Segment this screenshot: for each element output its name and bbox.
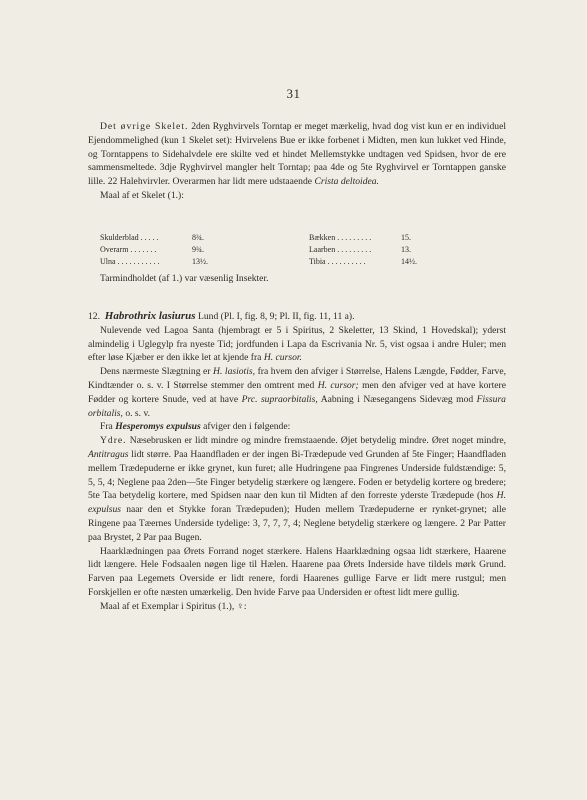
paragraph-text: Næsebrusken er lidt mindre og mindre fremstaaende. Øjet betydelig mindre. Øret noget mindre, — [129, 435, 507, 447]
measure-intro: Maal af et Skelet (1.): — [100, 189, 184, 201]
taxon-name: H. lasiotis, — [213, 366, 256, 378]
paragraph-text: Nulevende ved Lagoa Santa (hjembragt er 5 i Spiritus, 2 Skeletter, 13 Skind, 1 Hovedskal); yderst almindelig i Uglegylp fra nyeste Tid; jordfunden i Lapa da Escrivania Nr. 5, vist ogsaa i andre Huler; men efter løse Kjæber er den ikke let at kjende fra — [88, 324, 506, 364]
anatomy-term: Fissura orbitalis, — [88, 393, 506, 419]
measurement-row — [88, 244, 506, 256]
tarmindhold-text: Tarmindholdet (af 1.) var væsenlig Insekter. — [100, 273, 269, 284]
taxon-name: H. cursor. — [263, 352, 302, 364]
skeleton-paragraph — [88, 120, 506, 189]
paragraph-text: fra hvem den afviger i Størrelse, Halens Længde, Fødder, Farve, Kindtænder o. s. v. I Størrelse stemmer den omtrent med — [88, 366, 506, 391]
measurement-label: Overarm . . . . . . . — [100, 245, 157, 255]
skeleton-text: 2den Ryghvirvels Torntap er meget mærkelig, hvad dog vist kun er en individuel Ejendommelighed (kun 1 Skelet set): Hvirvelens Bue er ikke forbenet i Midten, men kun lukket ved Hinde, og Torntappens to Sidehalvdele ere skilte ved et hindet Mellemstykke undtagen ved Spidsen, hvor de ere sammensmeltede. 3dje Ryghvirvel mangler helt Torntap; paa 4de og 5te Ryghvirvel er Torntappen ganske lille. 22 Halehvirvler. Overarmen har lidt mere udstaaende — [88, 121, 506, 188]
species-section — [88, 310, 506, 614]
measurement-value: 15. — [401, 233, 411, 242]
measurement-value: 9¾. — [192, 245, 204, 255]
measurement-table — [88, 232, 506, 269]
paragraph-text: afviger den i følgende: — [203, 421, 291, 433]
measurement-label: Bækken . . . . . . . . . — [309, 233, 372, 242]
taxon-name: H. cursor; — [317, 379, 359, 391]
species-paragraph — [88, 365, 506, 420]
paragraph-text: Fra — [100, 421, 113, 433]
measurement-label: Skulderblad . . . . . — [100, 233, 159, 242]
measurement-label: Tibia . . . . . . . . . . — [309, 257, 366, 267]
tarmindhold-section — [88, 272, 506, 286]
paragraph-text: Aabning i Næsegangens Sidevæg mod — [320, 393, 474, 405]
measurement-row — [88, 256, 506, 268]
paragraph-text: Dens nærmeste Slægtning er — [100, 366, 211, 378]
paragraph-text: men den afviger ved at have kortere Fødder og kortere Snude, ved at have — [88, 379, 507, 405]
measurement-value: 13. — [401, 245, 411, 255]
paragraph-text: o. s. v. — [125, 407, 151, 419]
species-paragraph — [88, 420, 506, 434]
anatomy-term: Prc. supraorbitalis, — [241, 393, 318, 405]
species-paragraph — [88, 434, 506, 544]
paragraph-text: lidt større. Paa Haandfladen er der ingen Bi-Trædepude ved Grunden af 5te Finger; Haandfladen mellem Trædepuderne er ikke grynet, kun furet; alle Hudringene paa Fingrenes Underside fuldstændige: 5, 5, 5, 4; Neglene paa 2den—5te Finger betydelig stærkere og længere. Foden er betydelig kortere og bredere; 5te Taa betydelig kortere, med Spidsen naar den kun til Midten af den forreste yderste Trædepude (hos — [88, 448, 506, 502]
paragraph-text: naar den et Stykke foran Trædepuden); Huden mellem Trædepuderne er rynket-grynet; alle Ringene paa Tæernes Underside tydelige: 3, 7, 7, 7, 4; Neglene betydelig stærkere og længere. 2 Par Patter paa Brystet, 2 Par paa Bugen. — [88, 504, 506, 543]
measurement-value: 14½. — [401, 257, 417, 267]
page-number: 31 — [286, 86, 301, 101]
taxon-name: H. expulsus — [88, 490, 506, 516]
measurement-label: Ulna . . . . . . . . . . . — [100, 257, 160, 267]
measurement-row — [88, 232, 506, 244]
species-reference: Lund (Pl. I, fig. 8, 9; Pl. II, fig. 11, 11 a). — [198, 311, 355, 322]
measurement-value: 8¾. — [192, 233, 204, 242]
species-paragraph: Haarklædningen paa Ørets Forrand noget stærkere. Halens Haarklædning ogsaa lidt stærkere, Haarene lidt længere. Hele Fodsaalen nøgen lige til Hælen. Haarene paa Ørets Inderside have tildels mørk Grund. Farven paa Legemets Overside er lidt renere, fordi Haarenes gullige Farve er lidt mere rustgul; men Forskjellen er ofte næsten umærkelig. Den hvide Farve paa Undersiden er oftest lidt mere gullig. — [88, 545, 506, 598]
subsection-heading: Ydre. — [100, 435, 127, 447]
skeleton-heading: Det øvrige Skelet. — [100, 121, 189, 132]
anatomy-term: Antitragus — [88, 448, 129, 460]
species-paragraph — [88, 324, 506, 365]
species-number: 12. — [88, 311, 100, 322]
measurement-value: 13½. — [192, 257, 208, 267]
measurement-label: Laarben . . . . . . . . . — [309, 245, 372, 255]
species-paragraph: Maal af et Exemplar i Spiritus (1.), ♀: — [100, 600, 247, 612]
skeleton-section — [88, 120, 506, 203]
species-heading — [88, 310, 506, 324]
species-name: Habrothrix lasiurus — [104, 310, 196, 322]
crista-term: Crista deltoidea. — [314, 176, 379, 188]
taxon-name: Hesperomys expulsus — [115, 421, 201, 433]
